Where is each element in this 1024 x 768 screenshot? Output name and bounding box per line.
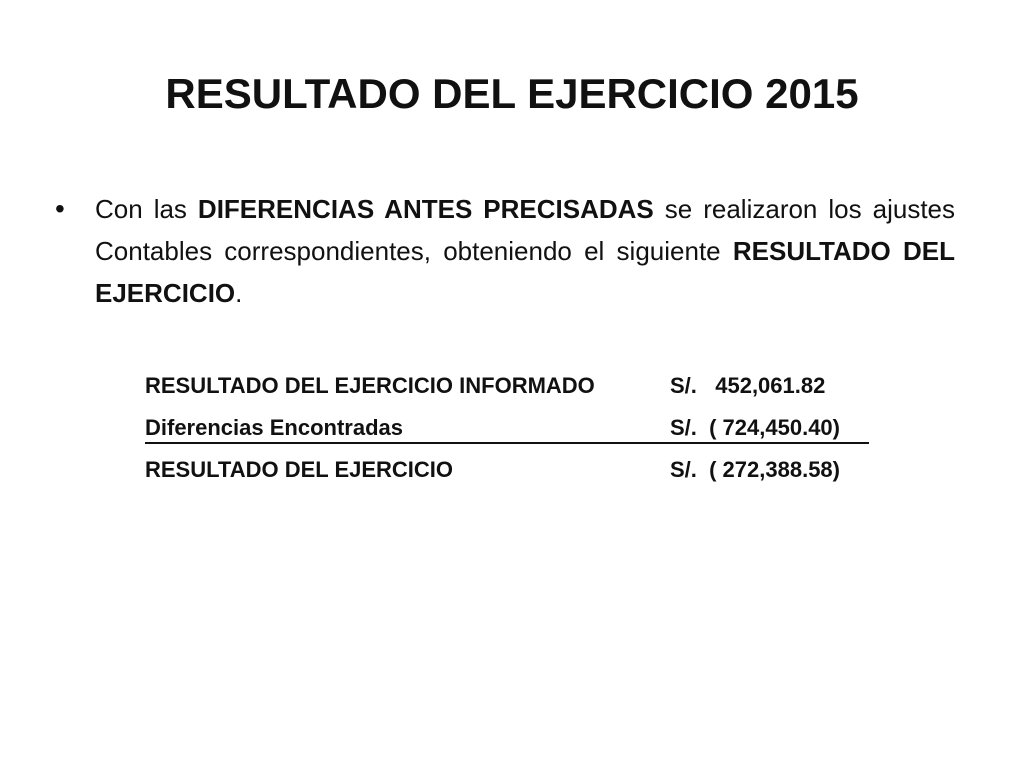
- underline-divider: [145, 442, 869, 444]
- result-row-ejercicio: [145, 450, 905, 492]
- bullet-text-part: Con las: [95, 194, 198, 224]
- bullet-text-bold-diferencias: DIFERENCIAS ANTES PRECISADAS: [197, 194, 654, 224]
- result-row-diferencias: [145, 408, 905, 450]
- result-label: RESULTADO DEL EJERCICIO INFORMADO: [145, 373, 595, 398]
- result-amount: S/. ( 724,450.40): [670, 415, 840, 440]
- slide-title: RESULTADO DEL EJERCICIO 2015: [165, 70, 859, 117]
- bullet-text-bold-resultado: RESULTADO DEL EJERCICIO: [95, 236, 955, 308]
- bullet-symbol: •: [55, 193, 65, 224]
- results-table: [145, 366, 905, 492]
- result-label: Diferencias Encontradas: [145, 415, 403, 440]
- bullet-item: [55, 188, 955, 314]
- bullet-text: [95, 188, 955, 314]
- result-amount: S/. ( 272,388.58): [670, 457, 840, 482]
- result-amount: S/. 452,061.82: [670, 373, 826, 398]
- result-row-informado: [145, 366, 905, 408]
- result-label: RESULTADO DEL EJERCICIO: [145, 457, 454, 482]
- bullet-text-part: se realizaron los ajustes Contables correspondientes, obteniendo el siguiente: [95, 194, 955, 266]
- bullet-text-part: .: [235, 278, 243, 308]
